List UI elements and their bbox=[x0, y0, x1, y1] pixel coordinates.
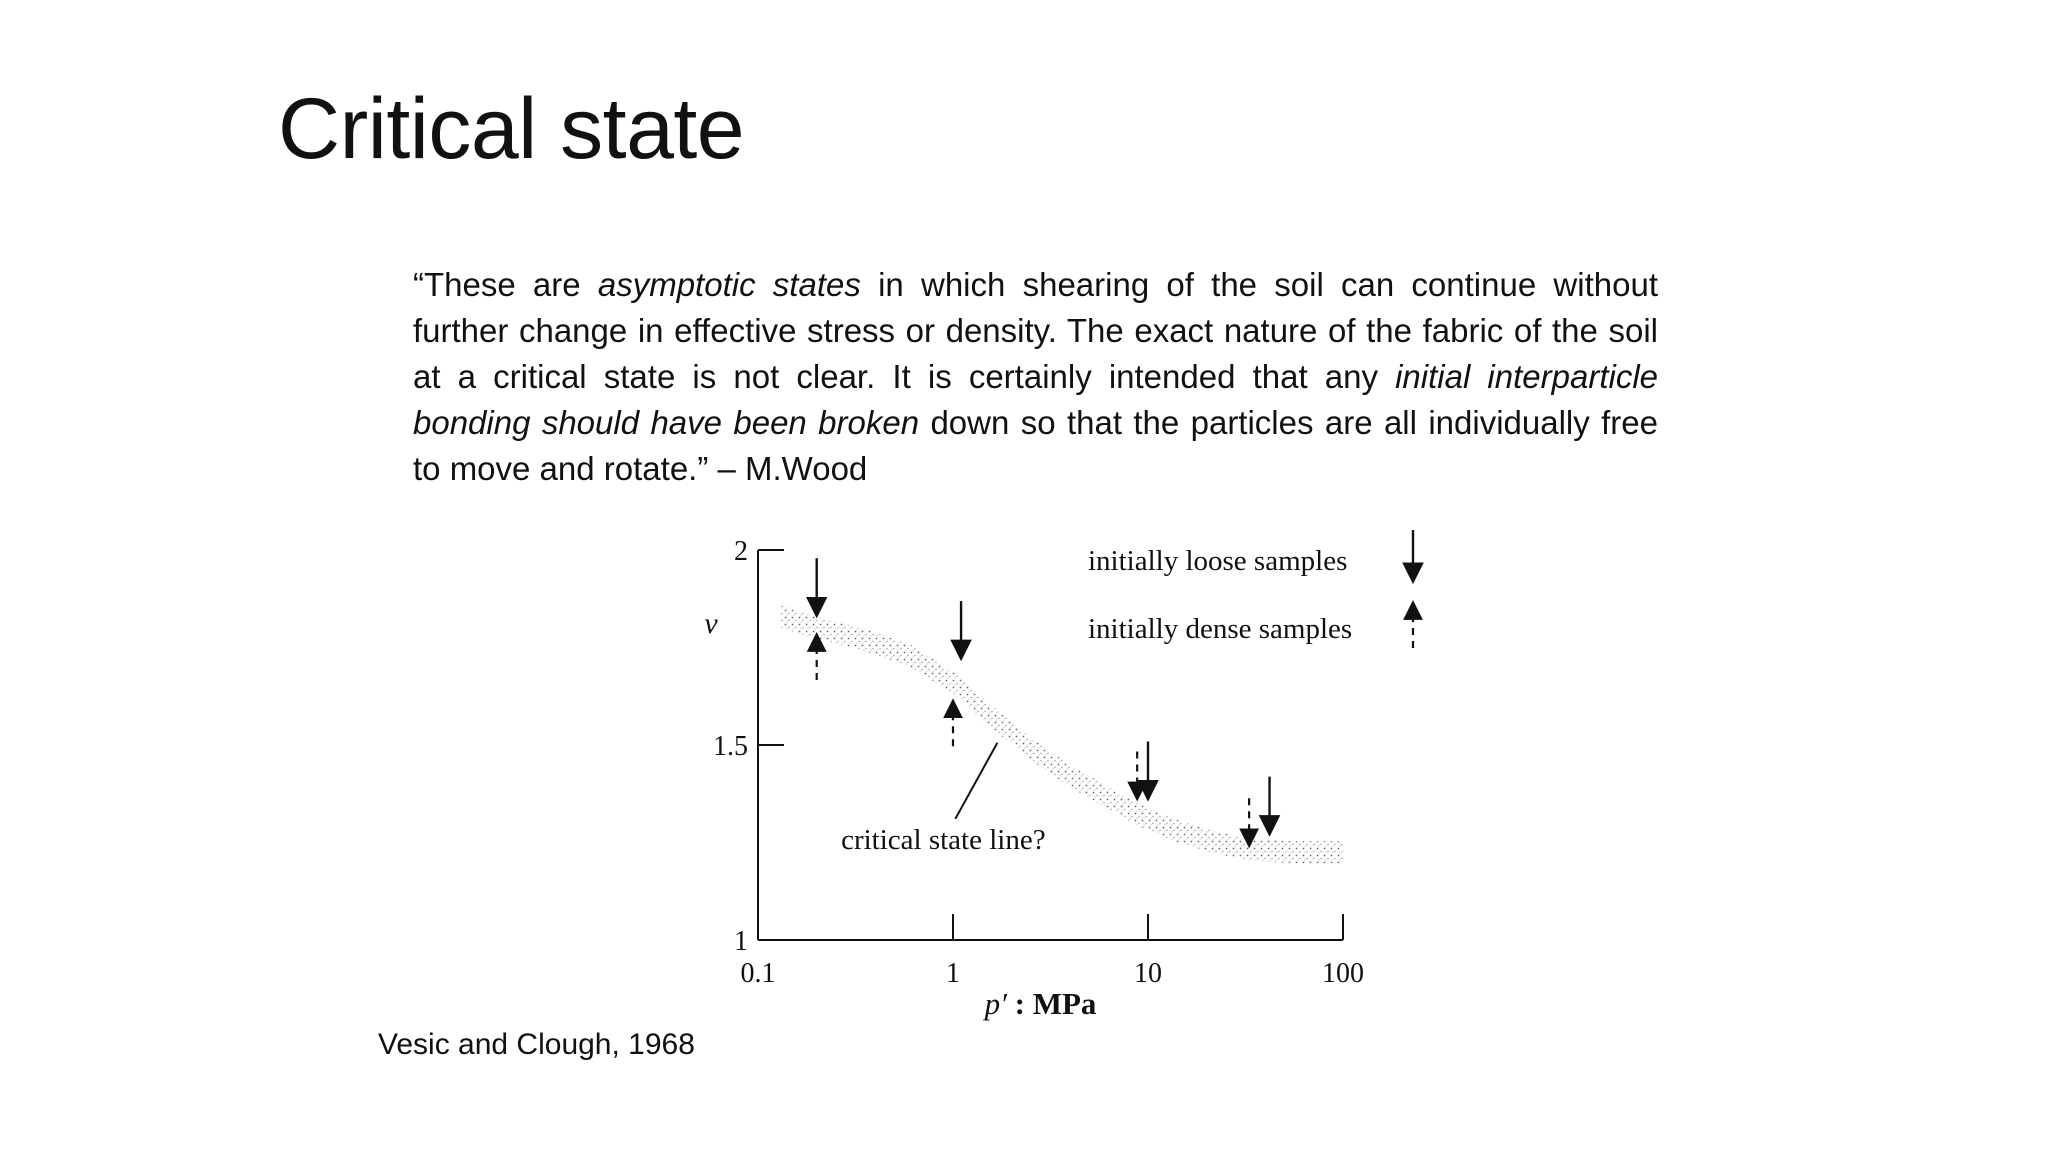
y-tick-label: 1 bbox=[734, 926, 748, 957]
y-tick-label: 1.5 bbox=[713, 731, 748, 762]
x-tick-label: 10 bbox=[1134, 958, 1162, 989]
x-axis-label-symbol: p′ bbox=[984, 986, 1007, 1021]
quote-part-5: down so that the particles are all individually free to move and rotate.” – M.Wood bbox=[413, 404, 1658, 487]
x-axis-label-units: : MPa bbox=[1006, 986, 1097, 1021]
quote-emphasis-bonding: initial interparticle bonding should have been broken bbox=[413, 358, 1658, 441]
chart-axes bbox=[758, 550, 1343, 940]
quote-part-1: “These are bbox=[413, 266, 598, 303]
figure-citation: Vesic and Clough, 1968 bbox=[378, 1028, 695, 1061]
x-axis-label bbox=[983, 986, 1097, 1021]
x-tick-label: 100 bbox=[1322, 958, 1364, 989]
y-tick-label: 2 bbox=[734, 536, 748, 567]
quote-part-3: in which shearing of the soil can continue without further change in effective stress or density. The exact nature of the fabric of the soil at a critical state is not clear. It is certainly intended that any bbox=[413, 266, 1658, 395]
annotation-leader-line bbox=[955, 743, 997, 819]
legend-label-dense: initially dense samples bbox=[1088, 613, 1353, 645]
chart-legend bbox=[1088, 530, 1413, 648]
x-tick-label: 1 bbox=[946, 958, 960, 989]
annotation-critical-state-line: critical state line? bbox=[841, 823, 1046, 856]
slide-title: Critical state bbox=[278, 81, 745, 177]
chart-markers bbox=[817, 558, 1270, 846]
legend-label-loose: initially loose samples bbox=[1088, 545, 1348, 577]
quote-emphasis-asymptotic: asymptotic states bbox=[597, 266, 861, 303]
x-tick-label: 0.1 bbox=[740, 958, 776, 989]
y-axis-label: v bbox=[704, 607, 718, 640]
